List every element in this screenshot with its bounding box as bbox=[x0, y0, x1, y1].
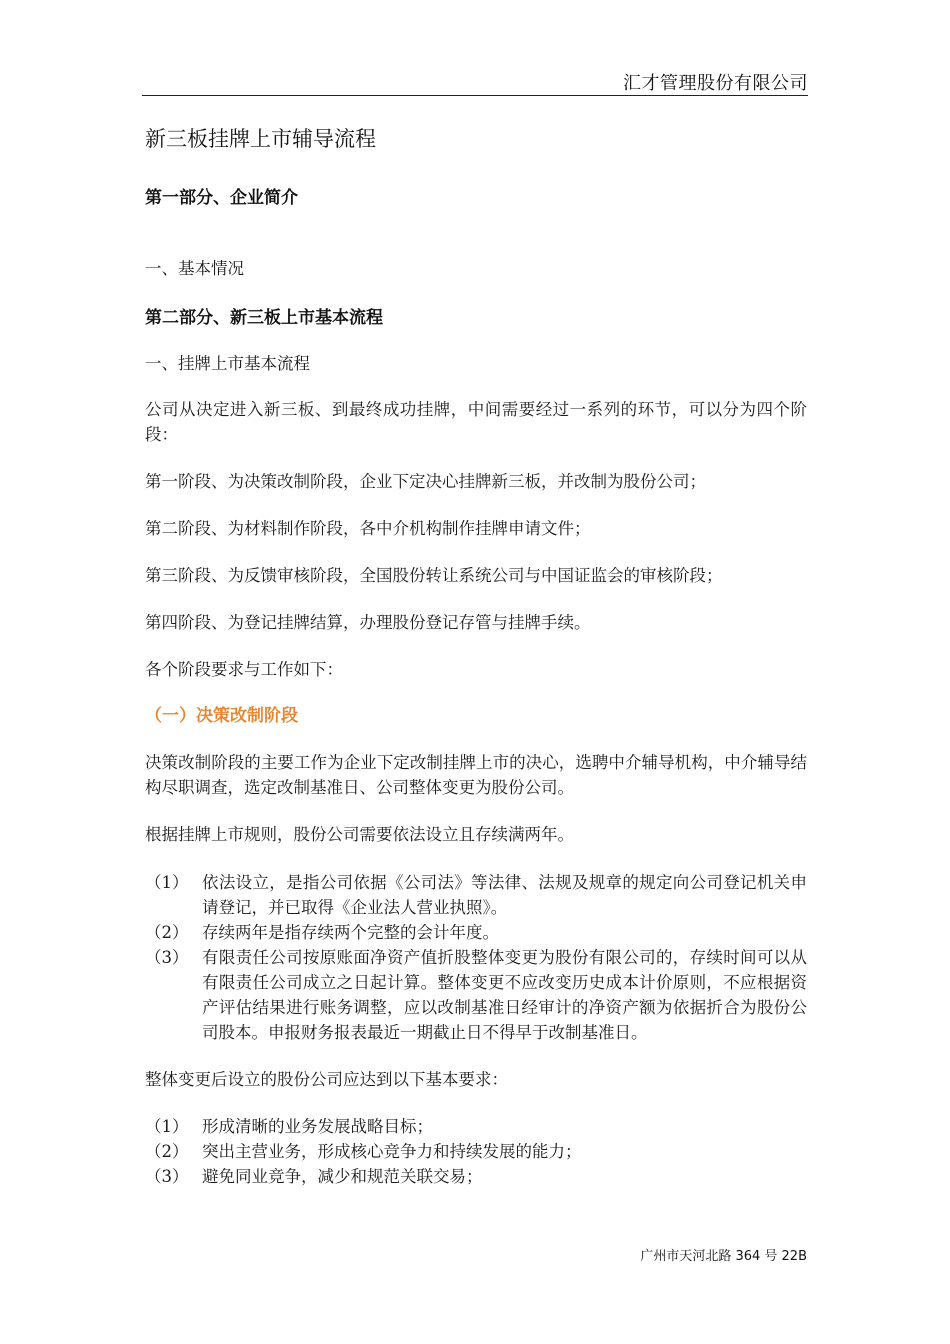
listing-rules-paragraph: 根据挂牌上市规则，股份公司需要依法设立且存续满两年。 bbox=[145, 825, 574, 844]
list-item bbox=[145, 920, 807, 945]
part2-intro-paragraph: 公司从决定进入新三板、到最终成功挂牌，中间需要经过一系列的环节，可以分为四个阶段： bbox=[145, 400, 807, 444]
footer-address: 广州市天河北路 364 号 22B bbox=[640, 1249, 807, 1264]
list-item bbox=[145, 1139, 807, 1164]
stage-4-paragraph: 第四阶段、为登记挂牌结算，办理股份登记存管与挂牌手续。 bbox=[145, 613, 591, 632]
establishment-requirements-list bbox=[145, 870, 807, 1045]
list-marker: （3） bbox=[145, 1167, 189, 1186]
list-item bbox=[145, 1164, 807, 1189]
list-item-text: 有限责任公司按原账面净资产值折股整体变更为股份有限公司的，存续时间可以从有限责任公司成立之日起计算。整体变更不应改变历史成本计价原则，不应根据资产评估结果进行账务调整，应以改制基准日经审计的净资产额为依据折合为股份公司股本。申报财务报表最近一期截止日不得早于改制基准日。 bbox=[202, 948, 807, 1042]
list-marker: （2） bbox=[145, 1142, 189, 1161]
list-marker: （1） bbox=[145, 873, 189, 892]
list-marker: （2） bbox=[145, 923, 189, 942]
list-item-text: 突出主营业务，形成核心竞争力和持续发展的能力； bbox=[202, 1142, 582, 1161]
stage-1-paragraph: 第一阶段、为决策改制阶段，企业下定决心挂牌新三板，并改制为股份公司； bbox=[145, 472, 706, 491]
list-item-text: 避免同业竞争，减少和规范关联交易； bbox=[202, 1167, 483, 1186]
list-item-text: 形成清晰的业务发展战略目标； bbox=[202, 1117, 433, 1136]
requirements-intro: 各个阶段要求与工作如下： bbox=[145, 660, 343, 679]
stage-3-paragraph: 第三阶段、为反馈审核阶段，全国股份转让系统公司与中国证监会的审核阶段； bbox=[145, 566, 723, 585]
list-item bbox=[145, 870, 807, 920]
part2-heading: 第二部分、新三板上市基本流程 bbox=[145, 308, 383, 328]
part2-section1-heading: 一、挂牌上市基本流程 bbox=[145, 354, 310, 373]
list-item-text: 存续两年是指存续两个完整的会计年度。 bbox=[202, 923, 499, 942]
list-marker: （1） bbox=[145, 1117, 189, 1136]
decision-stage-paragraph: 决策改制阶段的主要工作为企业下定改制挂牌上市的决心，选聘中介辅导机构，中介辅导结构尽职调查，选定改制基准日、公司整体变更为股份公司。 bbox=[145, 753, 807, 797]
list-item-text: 依法设立，是指公司依据《公司法》等法律、法规及规章的规定向公司登记机关申请登记，并已取得《企业法人营业执照》。 bbox=[202, 873, 807, 917]
stage-2-paragraph: 第二阶段、为材料制作阶段，各中介机构制作挂牌申请文件； bbox=[145, 519, 591, 538]
list-item bbox=[145, 945, 807, 1045]
list-marker: （3） bbox=[145, 948, 189, 967]
basic-requirements-list bbox=[145, 1114, 807, 1189]
subsection-decision-heading: （一）决策改制阶段 bbox=[145, 706, 298, 726]
part1-section1-heading: 一、基本情况 bbox=[145, 259, 244, 278]
document-body bbox=[145, 124, 807, 1189]
header-divider bbox=[142, 95, 808, 96]
header-company-name: 汇才管理股份有限公司 bbox=[623, 73, 808, 94]
basic-requirements-intro: 整体变更后设立的股份公司应达到以下基本要求： bbox=[145, 1070, 508, 1089]
part1-heading: 第一部分、企业简介 bbox=[145, 188, 298, 208]
list-item bbox=[145, 1114, 807, 1139]
document-title: 新三板挂牌上市辅导流程 bbox=[145, 127, 376, 151]
